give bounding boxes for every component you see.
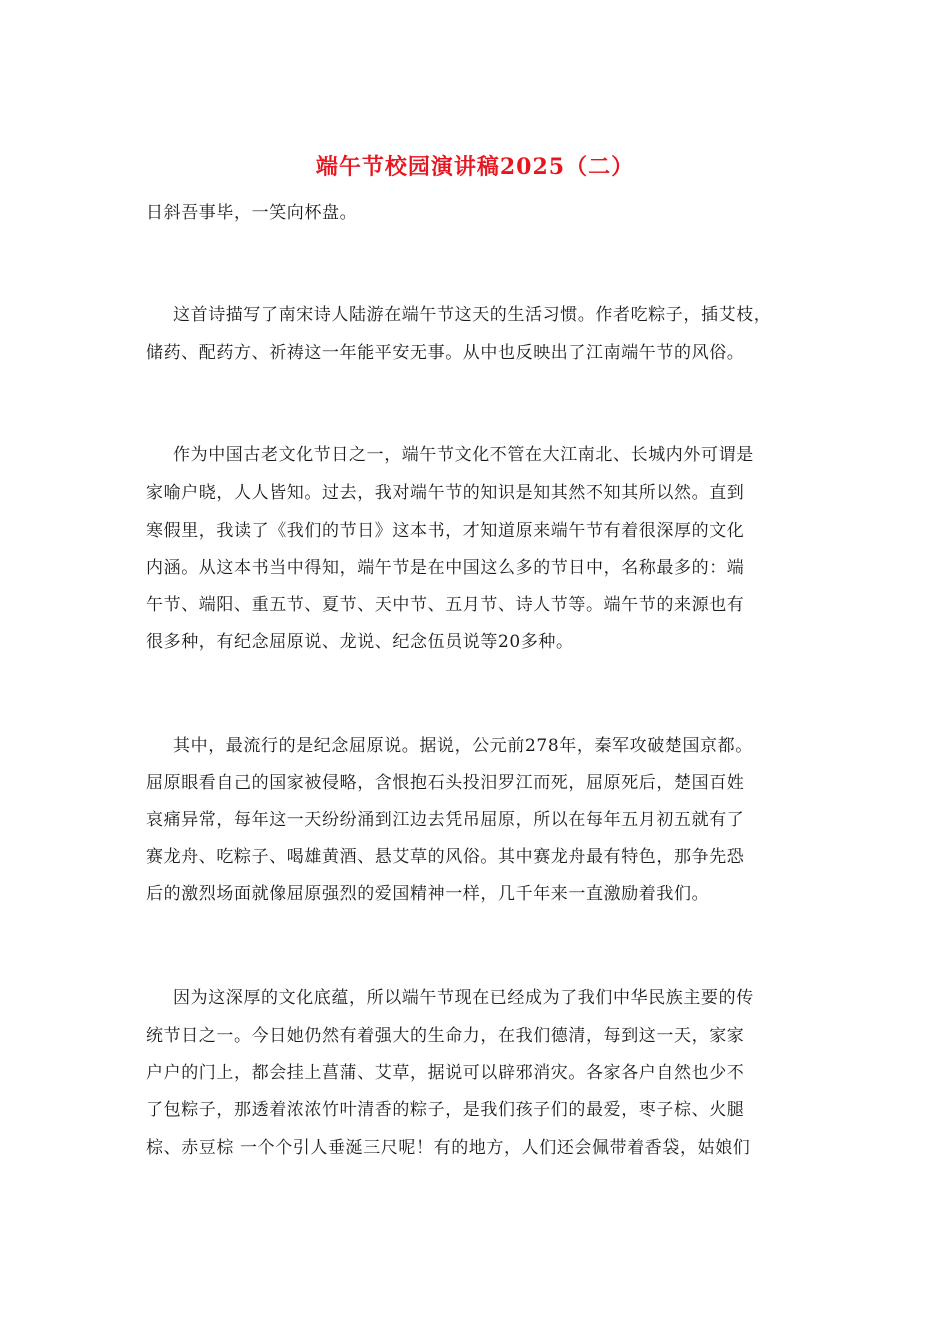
- text-line: 储药、配药方、祈祷这一年能平安无事。从中也反映出了江南端午节的风俗。: [146, 343, 745, 363]
- text-line: 户户的门上，都会挂上菖蒲、艾草，据说可以辟邪消灾。各家各户自然也少不: [146, 1063, 745, 1083]
- text-line: 家喻户晓，人人皆知。过去，我对端午节的知识是知其然不知其所以然。直到: [146, 483, 745, 503]
- text-line: 屈原眼看自己的国家被侵略，含恨抱石头投汨罗江而死，屈原死后，楚国百姓: [146, 773, 745, 793]
- text-line: 赛龙舟、吃粽子、喝雄黄酒、悬艾草的风俗。其中赛龙舟最有特色，那争先恐: [146, 847, 745, 867]
- text-line: 了包粽子，那透着浓浓竹叶清香的粽子，是我们孩子们的最爱，枣子棕、火腿: [146, 1100, 745, 1120]
- text-line: 因为这深厚的文化底蕴，所以端午节现在已经成为了我们中华民族主要的传: [173, 988, 754, 1008]
- text-line: 哀痛异常，每年这一天纷纷涌到江边去凭吊屈原，所以在每年五月初五就有了: [146, 810, 745, 830]
- text-line: 统节日之一。今日她仍然有着强大的生命力，在我们德清，每到这一天，家家: [146, 1026, 745, 1046]
- document-title: 端午节校园演讲稿2025（二）: [315, 154, 635, 180]
- text-line: 内涵。从这本书当中得知，端午节是在中国这么多的节日中，名称最多的：端: [146, 558, 745, 578]
- text-line: 很多种，有纪念屈原说、龙说、纪念伍员说等20多种。: [146, 632, 574, 652]
- text-line: 日斜吾事毕，一笑向杯盘。: [146, 203, 358, 223]
- text-line: 作为中国古老文化节日之一，端午节文化不管在大江南北、长城内外可谓是: [173, 445, 754, 465]
- text-line: 寒假里，我读了《我们的节日》这本书，才知道原来端午节有着很深厚的文化: [146, 521, 745, 541]
- text-line: 这首诗描写了南宋诗人陆游在端午节这天的生活习惯。作者吃粽子，插艾枝，: [173, 305, 772, 325]
- text-line: 后的激烈场面就像屈原强烈的爱国精神一样，几千年来一直激励着我们。: [146, 884, 710, 904]
- text-line: 棕、赤豆棕 一个个引人垂涎三尺呢！有的地方，人们还会佩带着香袋，姑娘们: [146, 1138, 751, 1158]
- text-line: 其中，最流行的是纪念屈原说。据说，公元前278年，秦军攻破楚国京都。: [173, 736, 753, 756]
- text-line: 午节、端阳、重五节、夏节、天中节、五月节、诗人节等。端午节的来源也有: [146, 595, 745, 615]
